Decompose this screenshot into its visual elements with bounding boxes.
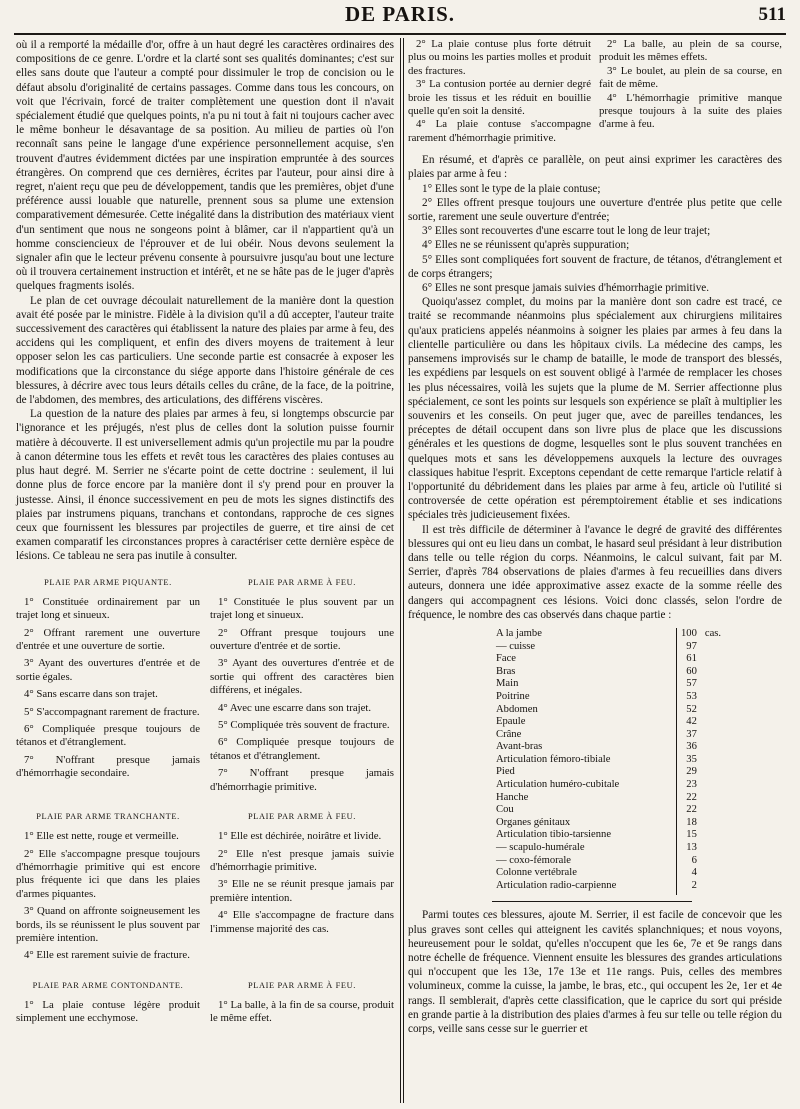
case-count: 4 bbox=[691, 867, 697, 879]
body-part-label: Colonne vertébrale bbox=[492, 867, 677, 880]
table-row bbox=[492, 867, 725, 880]
table-row bbox=[492, 792, 725, 805]
comparison-right bbox=[210, 975, 394, 1030]
body-part-label: Articulation tibio-tarsienne bbox=[492, 829, 677, 842]
case-unit bbox=[701, 716, 725, 729]
comparison-left bbox=[16, 806, 200, 967]
case-unit: cas. bbox=[704, 627, 722, 639]
case-count: 18 bbox=[686, 816, 697, 828]
comparison-heading: PLAIE PAR ARME À FEU. bbox=[248, 812, 356, 821]
body-part-label: Avant-bras bbox=[492, 741, 677, 754]
case-unit bbox=[701, 729, 725, 742]
comparison-item: 6° Compliquée presque toujours de tétanos et d'étranglement. bbox=[210, 736, 394, 762]
case-count: 22 bbox=[686, 804, 697, 816]
case-count: 100 bbox=[681, 627, 697, 639]
comparison-heading: PLAIE PAR ARME CONTONDANTE. bbox=[32, 980, 184, 990]
table-row bbox=[492, 704, 725, 717]
comparison-contondante bbox=[16, 975, 394, 1030]
list-item: 3° Elles sont recouvertes d'une escarre tout le long de leur trajet; bbox=[422, 225, 711, 238]
body-part-label: Face bbox=[492, 653, 677, 666]
body-part-label: Pied bbox=[492, 766, 677, 779]
body-part-label: Hanche bbox=[492, 792, 677, 805]
comparison-item: 3° Ayant des ouvertures d'entrée et de sortie qui offrent des caractères bien différens, et inégales. bbox=[210, 657, 394, 697]
case-count: 35 bbox=[686, 753, 697, 765]
table-row bbox=[492, 817, 725, 830]
case-unit bbox=[701, 691, 725, 704]
comparison-heading: PLAIE PAR ARME À FEU. bbox=[248, 980, 356, 990]
right-column bbox=[408, 38, 782, 1036]
list-item: 2° Elles offrent presque toujours une ouverture d'entrée plus petite que celle sortie, rarement une seule ouverture d'entrée; bbox=[408, 196, 782, 224]
case-count: 15 bbox=[686, 829, 697, 841]
table-row bbox=[492, 729, 725, 742]
body-part-label: A la jambe bbox=[492, 628, 677, 641]
paragraph: La question de la nature des plaies par armes à feu, si longtemps obscurcie par l'ignorance et les préjugés, n'est plus de celles dont la solution puisse fournir matière à découverte. Il est universellement admis qu'un projectile mu par la poudre à canon détermine tous les effets et revêt tous les caractères des plaies contuses au plus haut degré. M. Serrier ne s'écarte point de cette doctrine : seulement, il lui donne plus de force encore par la manière dont il s'y prend pour en prouver la justesse. Ainsi, il énonce successivement en peu de mots les signes distinctifs des plaies par instrumens piquans, tranchans et contondans, rapproche de ces signes ceux que fournissent les blessures par projectiles de guerre, et tire ainsi de cet examen comparatif les circonstances propres à caractériser cette dernière espèce de lésions. Ce tableau ne sera pas inutile à consulter. bbox=[16, 408, 394, 563]
comparison-item: 4° Elle est rarement suivie de fracture. bbox=[24, 949, 190, 962]
list-item: 5° Elles sont compliquées fort souvent de fracture, de tétanos, d'étranglement et de corps étrangers; bbox=[408, 253, 782, 280]
comparison-item: 7° N'offrant presque jamais d'hémorrhagie primitive. bbox=[210, 767, 394, 793]
table-row bbox=[492, 804, 725, 817]
case-count: 60 bbox=[686, 665, 697, 677]
case-unit bbox=[701, 817, 725, 830]
table-row bbox=[492, 766, 725, 779]
table-rule bbox=[492, 901, 692, 902]
case-count: 13 bbox=[686, 842, 697, 854]
page-number: 511 bbox=[758, 4, 786, 25]
comparison-item: 1° Constituée le plus souvent par un trajet long et sinueux. bbox=[210, 595, 394, 622]
case-count: 23 bbox=[686, 779, 697, 791]
paragraph: Parmi toutes ces blessures, ajoute M. Serrier, il est facile de concevoir que les plus graves sont celles qui atteignent les cavités splanchniques; et nous voyons, heureusement pour le soldat, qu'elles n'occupent que les 6e, 7e et 9e rangs dans notre échelle de fréquence. Viennent ensuite les blessures des grandes articulations qui n'occupent que les 13e, 17e 13e et 11e rangs. Puis, celles des membres volumineux, comme la cuisse, la jambe, le bras, etc., qui occupent les 2e, 1er et 4e rangs. Il semblerait, d'après cette classification, que le caprice du sort qui préside en grande partie à la distribution des plaies d'armes à feu sur telle ou telle région du corps, veille sans cesse sur le guerrier et bbox=[408, 909, 782, 1036]
left-column bbox=[16, 38, 394, 1030]
case-unit bbox=[701, 678, 725, 691]
case-unit bbox=[701, 666, 725, 679]
comparison-item: 2° Offrant presque toujours une ouverture d'entrée et de sortie. bbox=[210, 626, 394, 652]
table-row bbox=[492, 716, 725, 729]
comparison-item: 1° La plaie contuse légère produit simplement une ecchymose. bbox=[16, 999, 200, 1025]
comparison-item: 3° Elle ne se réunit presque jamais par première intention. bbox=[210, 878, 394, 904]
comparison-tranchante bbox=[16, 806, 394, 967]
table-row bbox=[492, 842, 725, 855]
paragraph: Il est très difficile de déterminer à l'avance le degré de gravité des différentes blessures qui ont eu lieu dans un combat, le hasard seul présidant à leur distribution dans telle ou telle région du corps. Néanmoins, le calcul suivant, fait par M. Serrier, d'après 784 observations de plaies d'armes à feu recueillies dans divers auteurs, donnera une idée approximative assez exacte de la somme réelle des dangers qui accompagnent ces lésions. Voici donc classés, selon l'ordre de fréquence, le nombre des cas observés dans chaque partie : bbox=[408, 523, 782, 621]
case-unit bbox=[701, 754, 725, 767]
body-part-label: Abdomen bbox=[492, 704, 677, 717]
comparison-piquante bbox=[16, 572, 394, 798]
summary-list bbox=[408, 182, 782, 296]
table-row bbox=[492, 829, 725, 842]
comparison-contondante-continued bbox=[408, 38, 782, 145]
case-unit bbox=[701, 779, 725, 792]
case-count: 57 bbox=[686, 678, 697, 690]
summary-intro: En résumé, et d'après ce parallèle, on peut ainsi exprimer les caractères des plaies par arme à feu : bbox=[408, 154, 782, 181]
case-count: 6 bbox=[691, 854, 697, 866]
list-item: 1° Elles sont le type de la plaie contuse; bbox=[422, 182, 601, 195]
case-count: 53 bbox=[686, 690, 697, 702]
case-unit bbox=[701, 653, 725, 666]
comparison-item: 4° L'hémorrhagie primitive manque presque toujours à la suite des plaies d'arme à feu. bbox=[599, 91, 782, 131]
table-row bbox=[492, 855, 725, 868]
comparison-item: 1° La balle, à la fin de sa course, produit le même effet. bbox=[210, 999, 394, 1025]
comparison-item: 4° Avec une escarre dans son trajet. bbox=[218, 701, 372, 714]
page-header bbox=[0, 0, 800, 34]
comparison-item: 2° Offrant rarement une ouverture d'entrée et une ouverture de sortie. bbox=[16, 626, 200, 652]
comparison-item: 3° La contusion portée au dernier degré broie les tissus et les réduit en bouillie quelle qu'en soit la densité. bbox=[408, 78, 591, 118]
body-part-label: Crâne bbox=[492, 729, 677, 742]
comparison-item: 4° Elle s'accompagne de fracture dans l'immense majorité des cas. bbox=[210, 909, 394, 935]
case-unit bbox=[701, 792, 725, 805]
table-row bbox=[492, 880, 725, 896]
table-row bbox=[492, 678, 725, 691]
body-part-label: — coxo-fémorale bbox=[492, 855, 677, 868]
case-count: 22 bbox=[686, 791, 697, 803]
case-unit bbox=[701, 804, 725, 817]
comparison-heading: PLAIE PAR ARME TRANCHANTE. bbox=[36, 812, 180, 821]
body-part-label: Bras bbox=[492, 666, 677, 679]
case-count: 37 bbox=[686, 728, 697, 740]
table-row bbox=[492, 641, 725, 654]
comparison-item: 3° Ayant des ouvertures d'entrée et de sortie égales. bbox=[16, 657, 200, 683]
comparison-item: 6° Compliquée presque toujours de tétanos et d'étranglement. bbox=[16, 722, 200, 749]
comparison-item: 4° Sans escarre dans son trajet. bbox=[24, 688, 158, 701]
comparison-item: 4° La plaie contuse s'accompagne rarement d'hémorrhagie primitive. bbox=[408, 118, 591, 144]
body-part-label: Articulation fémoro-tibiale bbox=[492, 754, 677, 767]
body-part-label: Poitrine bbox=[492, 691, 677, 704]
case-unit bbox=[701, 855, 725, 868]
case-count: 61 bbox=[686, 653, 697, 665]
comparison-item: 3° Le boulet, au plein de sa course, en fait de même. bbox=[599, 64, 782, 91]
comparison-right bbox=[210, 806, 394, 967]
comparison-heading: PLAIE PAR ARME À FEU. bbox=[248, 577, 356, 587]
case-unit bbox=[701, 842, 725, 855]
case-count: 29 bbox=[686, 766, 697, 778]
body-part-label: Organes génitaux bbox=[492, 817, 677, 830]
paragraph: Quoiqu'assez complet, du moins par la manière dont son cadre est tracé, ce traité se recommande néanmoins plus spécialement aux chirurgiens militaires qu'aux praticiens appelés néanmoins à soigner les plaies par armes à feu dans la clientelle particulière ou dans les hôpitaux civils. La médecine des camps, les pansemens improvisés sur le champ de bataille, le mode de transport des blessés, les expédiens par lesquels on est souvent obligé à l'armée de remplacer les choses les plus nécessaires, voilà les sujets que la plume de M. Serrier affectionne plus spécialement, ce sont les points sur lesquels son expérience se plaît à multiplier les souvenirs et les conseils. On peut juger que, avec de pareilles tendances, les préceptes de détail occupent dans son livre plus de place que les discussions générales et les questions de dogme, lesquelles sont le plus souvent tranchées en quelques mots et sans les développemens auxquels la lecture des ouvrages classiques habitue l'esprit. Exceptons cependant de cette remarque l'article relatif à l'opportunité du débridement dans les plaies par arme à feu, article où l'utilité si controversée de cette opération est péremptoirement établie et ses indications spéciales très judicieusement fixées. bbox=[408, 296, 782, 522]
case-unit bbox=[701, 867, 725, 880]
comparison-item: 1° Elle est nette, rouge et vermeille. bbox=[24, 830, 179, 843]
masthead-title: DE PARIS. bbox=[344, 2, 456, 26]
comparison-left bbox=[16, 572, 200, 798]
case-unit bbox=[701, 741, 725, 754]
body-part-label: Main bbox=[492, 678, 677, 691]
body-part-label: Epaule bbox=[492, 716, 677, 729]
comparison-item: 2° Elle s'accompagne presque toujours d'hémorrhagie primitive qui est encore plus fréquente ici que dans les plaies d'armes piquantes. bbox=[16, 847, 200, 900]
comparison-heading: PLAIE PAR ARME PIQUANTE. bbox=[44, 577, 172, 587]
paragraph: où il a remporté la médaille d'or, offre à un haut degré les caractères ordinaires des compositions de ce genre. L'ordre et la clarté sont ses qualités dominantes; c'est sur elles sans doute que l'auteur a compté pour dissimuler le trop de concision ou le défaut absolu d'originalité de certains passages. Comme dans tous les concours, on voit que l'écrivain, forcé de traiter complètement une question dont il n'avait spécialement étudié que quelques points, n'a pu ni tout à fait ni toujours cacher avec le même bonheur le désavantage de sa position. Au milieu de parties où l'on reconnaît sans peine le langage d'une expérience personnellement acquise, s'en trouvent d'autres évidemment dictées par une inspiration empruntée à des sources étrangères. On comprend que ces dernières, écrites par l'auteur, pour ainsi dire à regret, n'aient reçu que peu de développement, tandis que les premières, objet d'une préférence aussi louable que naturelle, prennent sous sa plume une extension comparativement démesurée. Cette inégalité dans la distribution des matériaux vient d'un sentiment que nous ne songeons point à blâmer, car il n'appartient qu'à un homme consciencieux de l'éprouver et de lui obéir. Nous devons seulement la signaler afin que le lecteur prévenu consente à poursuivre jusqu'au bout une lecture où il trouvera certainement instruction et intérêt, et ne se hâte pas de le juger d'après quelques fragments isolés. bbox=[16, 39, 394, 293]
table-row bbox=[492, 754, 725, 767]
case-count: 97 bbox=[686, 640, 697, 652]
body-part-label: Articulation huméro-cubitale bbox=[492, 779, 677, 792]
comparison-item: 5° Compliquée très souvent de fracture. bbox=[218, 718, 390, 731]
table-row bbox=[492, 666, 725, 679]
body-part-label: Articulation radio-carpienne bbox=[492, 880, 677, 896]
case-count: 36 bbox=[686, 741, 697, 753]
case-count: 42 bbox=[686, 716, 697, 728]
column-divider bbox=[400, 38, 401, 1103]
list-item: 6° Elles ne sont presque jamais suivies d'hémorrhagie primitive. bbox=[422, 282, 710, 295]
comparison-item: 1° Constituée ordinairement par un trajet long et sinueux. bbox=[16, 595, 200, 622]
comparison-item: 5° S'accompagnant rarement de fracture. bbox=[24, 705, 200, 718]
comparison-right bbox=[210, 572, 394, 798]
comparison-item: 3° Quand on affronte soigneusement les bords, ils se réunissent le plus souvent par première intention. bbox=[16, 905, 200, 945]
wound-frequency-table bbox=[492, 628, 726, 895]
list-item: 4° Elles ne se réunissent qu'après suppuration; bbox=[422, 239, 630, 252]
comparison-item: 2° Elle n'est presque jamais suivie d'hémorrhagie primitive. bbox=[210, 847, 394, 874]
case-count: 52 bbox=[686, 703, 697, 715]
case-unit bbox=[701, 704, 725, 717]
comparison-item: 7° N'offrant presque jamais d'hémorrhagie secondaire. bbox=[16, 753, 200, 780]
comparison-item: 2° La plaie contuse plus forte détruit plus ou moins les parties molles et produit des fractures. bbox=[408, 38, 591, 77]
body-part-label: — scapulo-humérale bbox=[492, 842, 677, 855]
column-divider-double bbox=[403, 38, 404, 1103]
comparison-left bbox=[408, 38, 591, 145]
case-unit bbox=[701, 641, 725, 654]
table-row bbox=[492, 741, 725, 754]
paragraph: Le plan de cet ouvrage découlait naturellement de la manière dont la question avait été posée par le ministre. Fidèle à la division qu'il a dû accepter, l'auteur traite successivement des caractères qui établissent la nature des plaies par arme à feu, des accidens qui les compliquent, et enfin des divers moyens de traitement à leur opposer selon les cas particuliers. Une seconde partie est consacrée à exposer les modifications que la circonstance du siége apporte dans l'histoire générale de ces blessures, à décrire avec tous leurs détails celles du crâne, de la face, de la poitrine, de l'abdomen, des membres, des articulations, des différens viscères. bbox=[16, 294, 394, 407]
case-unit bbox=[701, 766, 725, 779]
table-row bbox=[492, 628, 725, 641]
table-row bbox=[492, 691, 725, 704]
header-rule bbox=[14, 33, 786, 35]
table-row bbox=[492, 653, 725, 666]
case-count: 2 bbox=[691, 879, 697, 891]
body-part-label: — cuisse bbox=[492, 641, 677, 654]
comparison-item: 1° Elle est déchirée, noirâtre et livide. bbox=[218, 830, 382, 843]
case-unit bbox=[701, 880, 725, 896]
body-part-label: Cou bbox=[492, 804, 677, 817]
table-row bbox=[492, 779, 725, 792]
comparison-item: 2° La balle, au plein de sa course, produit les mêmes effets. bbox=[599, 38, 782, 64]
case-unit bbox=[701, 829, 725, 842]
comparison-left bbox=[16, 975, 200, 1030]
comparison-right bbox=[599, 38, 782, 145]
